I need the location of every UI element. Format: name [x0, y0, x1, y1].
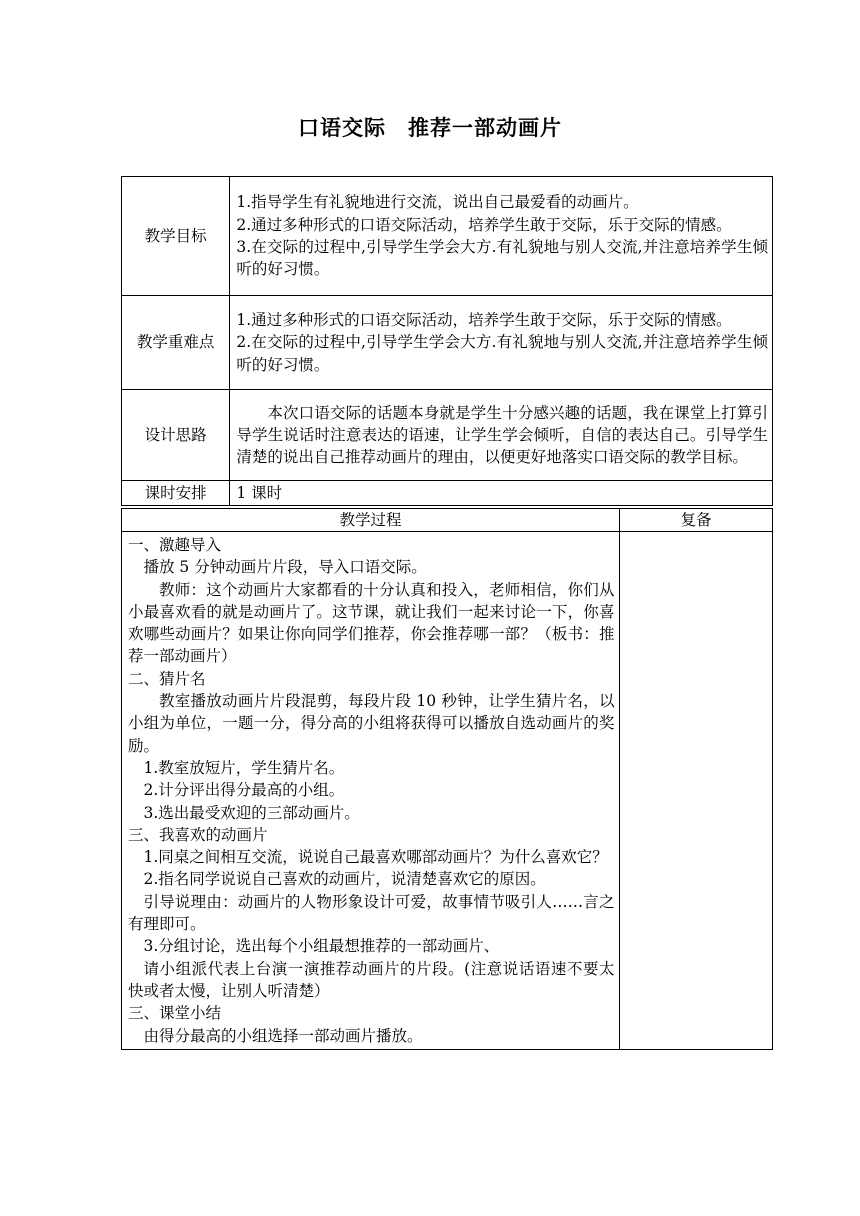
process-line: 由得分最高的小组选择一部动画片播放。 [143, 1026, 423, 1045]
page-title: 口语交际 推荐一部动画片 [298, 116, 562, 140]
row-content [230, 177, 773, 296]
difficulty-line: 1.通过多种形式的口语交际活动，培养学生敢于交际，乐于交际的情感。 [236, 311, 732, 330]
lesson-info-table [121, 176, 773, 506]
process-content [122, 532, 620, 1050]
section-heading: 一、激趣导入 [128, 536, 222, 554]
row-content [230, 296, 773, 390]
process-line: 教师：这个动画片大家都看的十分认真和投入，老师相信，你们从小最喜欢看的就是动画片了。这节课，就让我们一起来讨论一下，你喜欢哪些动画片？如果让你向同学们推荐，你会推荐哪一部？（板书：推荐一部动画片） [128, 580, 615, 666]
goal-line: 3.在交际的过程中,引导学生学会大方.有礼貌地与别人交流,并注意培养学生倾听的好习惯。 [236, 238, 768, 279]
process-line: 1.教室放短片，学生猜片名。 [143, 758, 345, 777]
section-heading: 三、我喜欢的动画片 [128, 825, 268, 844]
design-text: 本次口语交际的话题本身就是学生十分感兴趣的话题，我在课堂上打算引导学生说话时注意表达的语速，让学生学会倾听，自信的表达自己。引导学生清楚的说出自己推荐动画片的理由，以便更好地落实口语交际的教学目标。 [236, 403, 768, 467]
row-content: 1 课时 [230, 481, 773, 506]
section-heading: 三、课堂小结 [128, 1004, 222, 1023]
process-line: 3.分组讨论，选出每个小组最想推荐的一部动画片、 [143, 937, 500, 956]
goal-line: 2.通过多种形式的口语交际活动，培养学生敢于交际，乐于交际的情感。 [236, 215, 732, 234]
section-heading: 二、猜片名 [128, 669, 206, 688]
review-header: 复备 [620, 509, 773, 532]
process-header-table [121, 508, 773, 532]
row-teaching-goals [122, 177, 773, 296]
process-table [121, 531, 773, 1050]
process-line: 2.指名同学说说自己喜欢的动画片，说清楚喜欢它的原因。 [143, 870, 546, 889]
process-line: 教室播放动画片片段混剪，每段片段 10 秒钟，让学生猜片名，以小组为单位，一题一分，得分高的小组将获得可以播放自选动画片的奖励。 [128, 692, 615, 755]
row-content [230, 390, 773, 481]
process-header: 教学过程 [122, 509, 620, 532]
goal-line: 1.指导学生有礼貌地进行交流，说出自己最爱看的动画片。 [236, 193, 639, 212]
difficulty-line: 2.在交际的过程中,引导学生学会大方.有礼貌地与别人交流,并注意培养学生倾听的好习惯。 [236, 333, 768, 374]
row-design-idea [122, 390, 773, 481]
row-label: 课时安排 [122, 481, 230, 506]
row-label: 教学目标 [122, 177, 230, 296]
review-notes-cell [619, 532, 772, 1050]
process-line: 2.计分评出得分最高的小组。 [143, 781, 345, 800]
process-line: 引导说理由：动画片的人物形象设计可爱，故事情节吸引人……言之有理即可。 [128, 892, 615, 934]
row-class-hours [122, 481, 773, 506]
row-key-difficulties [122, 296, 773, 390]
process-line: 请小组派代表上台演一演推荐动画片的片段。(注意说话语速不要太快或者太慢，让别人听清楚） [128, 959, 615, 1000]
process-line: 播放 5 分钟动画片片段，导入口语交际。 [143, 558, 427, 577]
row-label: 教学重难点 [122, 296, 230, 390]
process-line: 3.选出最受欢迎的三部动画片。 [143, 803, 360, 822]
process-line: 1.同桌之间相互交流，说说自己最喜欢哪部动画片？为什么喜欢它？ [143, 848, 608, 867]
row-label: 设计思路 [122, 390, 230, 481]
